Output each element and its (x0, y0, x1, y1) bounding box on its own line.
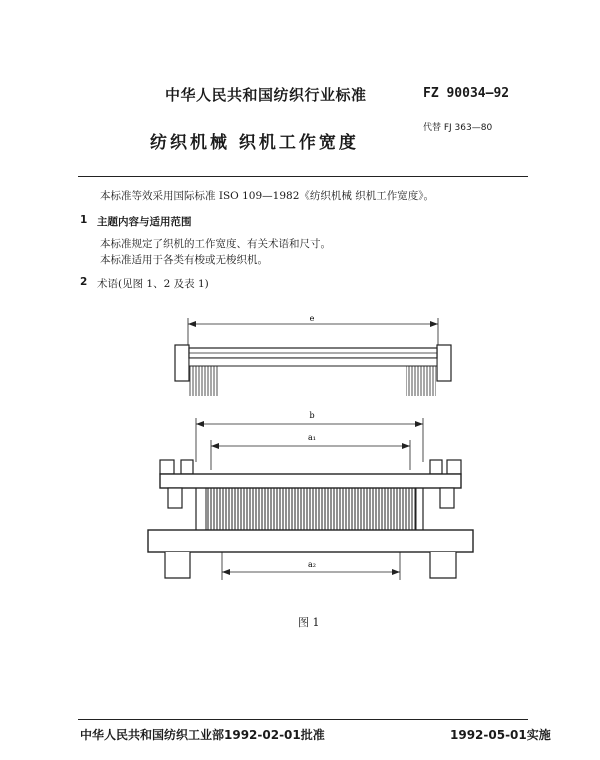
section-2-heading: 术语(见图 1、2 及表 1) (97, 278, 209, 290)
dimension-label-top: e (309, 314, 315, 323)
dimension-label-b: b (309, 411, 315, 420)
effective-date: 1992-05-01实施 (450, 728, 551, 742)
section-1-paragraph-2: 本标准适用于各类有梭或无梭织机。 (100, 254, 268, 266)
section-1-heading: 主题内容与适用范围 (97, 216, 192, 228)
section-1-number: 1 (80, 214, 88, 226)
footer-divider (78, 719, 528, 720)
replaces-note: 代替 FJ 363—80 (423, 123, 493, 133)
top-view-drawing (175, 318, 451, 396)
standard-code: FZ 90034—92 (423, 86, 510, 101)
dimension-label-a1: a₁ (308, 433, 316, 442)
front-view-drawing (148, 418, 473, 580)
document-title: 纺织机械 织机工作宽度 (150, 133, 359, 153)
standard-title: 中华人民共和国纺织行业标准 (165, 86, 367, 104)
dimension-label-a2: a₂ (308, 560, 316, 569)
section-2-number: 2 (80, 276, 88, 288)
intro-paragraph: 本标准等效采用国际标准 ISO 109—1982《纺织机械 织机工作宽度》。 (100, 190, 434, 202)
figure-caption: 图 1 (298, 616, 320, 629)
issuer-approval: 中华人民共和国纺织工业部1992-02-01批准 (80, 728, 325, 742)
section-1-paragraph-1: 本标准规定了织机的工作宽度、有关术语和尺寸。 (100, 238, 331, 250)
